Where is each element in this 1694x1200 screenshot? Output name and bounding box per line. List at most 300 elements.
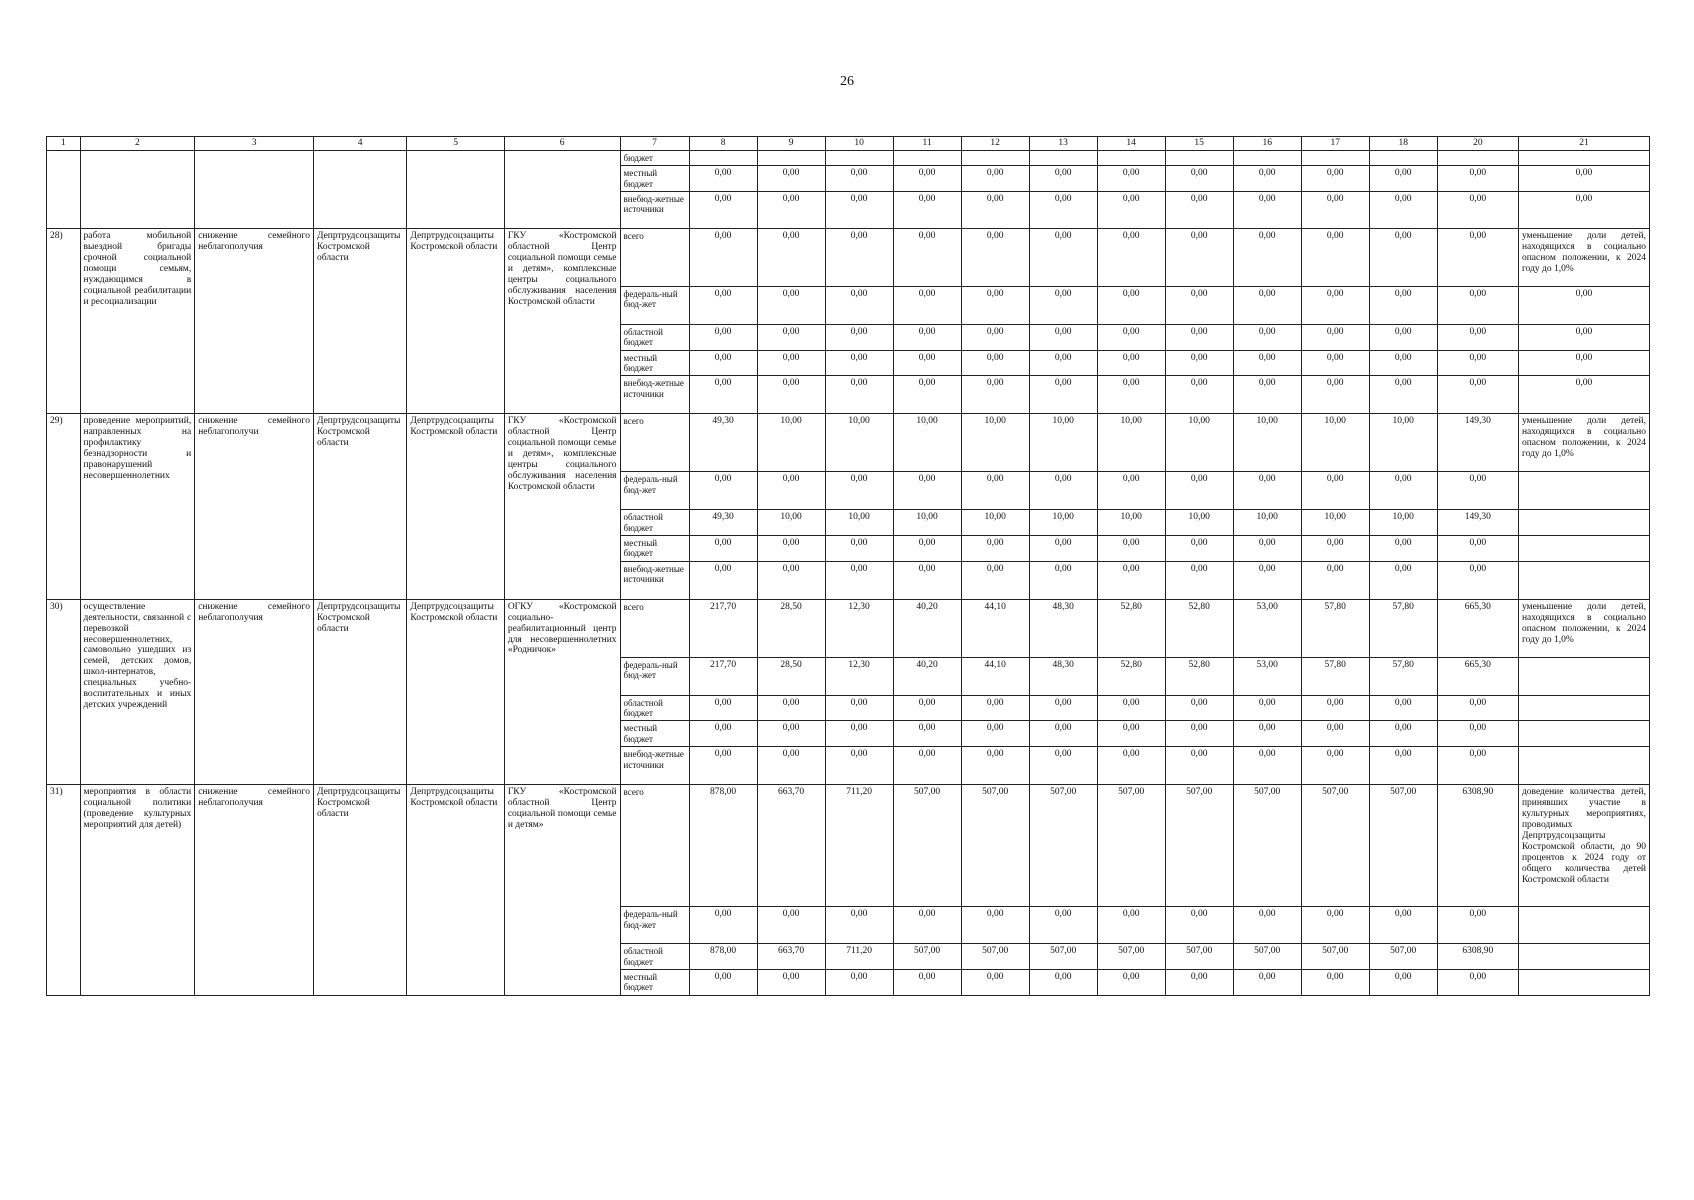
value-cell: 0,00	[1233, 561, 1301, 599]
header-row	[47, 137, 1650, 151]
value-cell: 507,00	[1301, 944, 1369, 970]
value-cell	[1097, 151, 1165, 166]
table-row	[47, 414, 1650, 472]
value-cell: 0,00	[757, 287, 825, 325]
value-cell: 0,00	[1369, 192, 1437, 229]
value-cell: 0,00	[757, 350, 825, 376]
value-cell: 0,00	[1029, 325, 1097, 351]
value-cell	[1518, 536, 1649, 562]
value-cell: 0,00	[1369, 561, 1437, 599]
value-cell: 0,00	[1437, 325, 1518, 351]
value-cell: 0,00	[1097, 969, 1165, 995]
value-cell: 0,00	[961, 907, 1029, 944]
value-cell: 507,00	[1165, 785, 1233, 907]
header-cell: 14	[1097, 137, 1165, 151]
value-cell: 10,00	[893, 414, 961, 472]
value-cell: 0,00	[1369, 287, 1437, 325]
value-cell: 0,00	[1097, 350, 1165, 376]
value-cell: 507,00	[1097, 944, 1165, 970]
value-cell: 0,00	[1165, 350, 1233, 376]
value-cell: 0,00	[1437, 166, 1518, 192]
value-cell	[1518, 657, 1649, 695]
value-cell: 507,00	[1233, 785, 1301, 907]
value-cell	[1518, 907, 1649, 944]
value-cell: 0,00	[1029, 192, 1097, 229]
value-cell: 0,00	[825, 287, 893, 325]
source-cell: всего	[620, 599, 689, 657]
value-cell	[1518, 721, 1649, 747]
value-cell: 0,00	[1165, 561, 1233, 599]
value-cell: 52,80	[1165, 599, 1233, 657]
value-cell	[757, 151, 825, 166]
value-cell: 0,00	[1233, 166, 1301, 192]
value-cell: 0,00	[1301, 287, 1369, 325]
executor-cell: ГКУ «Костромской областной Центр социальной помощи семье и детям»	[504, 785, 620, 995]
activity-name: работа мобильной выездной бригады срочной социальной помощи семьям, нуждающимся в социальной реабилитации и ресоциализации	[80, 229, 195, 414]
header-cell: 20	[1437, 137, 1518, 151]
value-cell: 0,00	[1518, 325, 1649, 351]
result-cell: уменьшение доли детей, находящихся в социально опасном положении, к 2024 году до 1,0%	[1518, 414, 1649, 472]
value-cell: 0,00	[1518, 287, 1649, 325]
goal-cell: снижение семейного неблагополучи	[195, 414, 314, 599]
value-cell: 44,10	[961, 657, 1029, 695]
value-cell: 10,00	[825, 414, 893, 472]
value-cell	[1233, 151, 1301, 166]
value-cell: 711,20	[825, 944, 893, 970]
value-cell: 663,70	[757, 785, 825, 907]
result-cell: уменьшение доли детей, находящихся в социально опасном положении, к 2024 году до 1,0%	[1518, 229, 1649, 287]
value-cell: 10,00	[1029, 414, 1097, 472]
value-cell: 0,00	[1029, 472, 1097, 510]
value-cell: 0,00	[1301, 561, 1369, 599]
value-cell: 0,00	[1233, 695, 1301, 721]
value-cell: 10,00	[893, 510, 961, 536]
program-table	[46, 136, 1650, 996]
source-cell: областной бюджет	[620, 325, 689, 351]
value-cell: 0,00	[689, 192, 757, 229]
value-cell: 0,00	[1233, 747, 1301, 785]
value-cell: 0,00	[689, 747, 757, 785]
value-cell	[1518, 747, 1649, 785]
value-cell: 878,00	[689, 944, 757, 970]
table-row	[47, 229, 1650, 287]
value-cell: 0,00	[1301, 747, 1369, 785]
empty-cell	[195, 151, 314, 229]
value-cell: 57,80	[1301, 657, 1369, 695]
value-cell: 0,00	[1301, 325, 1369, 351]
value-cell: 52,80	[1097, 657, 1165, 695]
value-cell: 0,00	[757, 229, 825, 287]
value-cell: 10,00	[1301, 510, 1369, 536]
header-cell: 17	[1301, 137, 1369, 151]
value-cell: 507,00	[961, 785, 1029, 907]
value-cell: 0,00	[1233, 229, 1301, 287]
result-cell: уменьшение доли детей, находящихся в социально опасном положении, к 2024 году до 1,0%	[1518, 599, 1649, 657]
executor-cell: ОГКУ «Костромской социально-реабилитационный центр для несовершеннолетних «Родничок»	[504, 599, 620, 784]
value-cell: 217,70	[689, 599, 757, 657]
value-cell: 0,00	[1097, 747, 1165, 785]
source-cell: местный бюджет	[620, 166, 689, 192]
value-cell: 0,00	[1097, 166, 1165, 192]
value-cell: 0,00	[1369, 229, 1437, 287]
source-cell: областной бюджет	[620, 695, 689, 721]
value-cell: 12,30	[825, 599, 893, 657]
value-cell: 53,00	[1233, 599, 1301, 657]
value-cell: 0,00	[1301, 350, 1369, 376]
value-cell: 0,00	[961, 561, 1029, 599]
executor-cell: ГКУ «Костромской областной Центр социальной помощи семье и детям», комплексные центры социального обслуживания населения Костромской области	[504, 229, 620, 414]
source-cell: внебюд-жетные источники	[620, 376, 689, 414]
value-cell: 0,00	[757, 969, 825, 995]
value-cell: 0,00	[1233, 350, 1301, 376]
value-cell: 0,00	[757, 907, 825, 944]
value-cell: 0,00	[1369, 166, 1437, 192]
source-cell: местный бюджет	[620, 721, 689, 747]
value-cell: 0,00	[893, 166, 961, 192]
value-cell: 0,00	[1233, 721, 1301, 747]
source-cell: федераль-ный бюд-жет	[620, 657, 689, 695]
value-cell: 0,00	[893, 969, 961, 995]
value-cell: 0,00	[893, 376, 961, 414]
value-cell: 0,00	[1097, 695, 1165, 721]
value-cell: 0,00	[893, 561, 961, 599]
value-cell: 0,00	[893, 287, 961, 325]
value-cell: 10,00	[1097, 414, 1165, 472]
value-cell: 10,00	[1369, 510, 1437, 536]
value-cell: 0,00	[1437, 536, 1518, 562]
header-cell: 10	[825, 137, 893, 151]
value-cell: 0,00	[1369, 325, 1437, 351]
value-cell: 0,00	[825, 350, 893, 376]
value-cell: 0,00	[1233, 376, 1301, 414]
value-cell: 0,00	[757, 536, 825, 562]
value-cell: 0,00	[1518, 376, 1649, 414]
value-cell: 149,30	[1437, 414, 1518, 472]
header-cell: 15	[1165, 137, 1233, 151]
value-cell: 507,00	[893, 944, 961, 970]
value-cell: 0,00	[1029, 376, 1097, 414]
value-cell: 10,00	[1029, 510, 1097, 536]
header-cell: 12	[961, 137, 1029, 151]
value-cell: 0,00	[1301, 536, 1369, 562]
header-cell: 4	[313, 137, 406, 151]
value-cell: 0,00	[1233, 969, 1301, 995]
value-cell: 0,00	[1029, 969, 1097, 995]
value-cell: 10,00	[825, 510, 893, 536]
value-cell: 10,00	[757, 414, 825, 472]
value-cell: 0,00	[1301, 472, 1369, 510]
value-cell: 0,00	[1437, 907, 1518, 944]
value-cell: 0,00	[1369, 350, 1437, 376]
goal-cell: снижение семейного неблагополучия	[195, 229, 314, 414]
value-cell: 10,00	[1233, 510, 1301, 536]
value-cell: 0,00	[1029, 747, 1097, 785]
administrator-cell: Депртрудсоцзащиты Костромской области	[407, 414, 504, 599]
value-cell: 52,80	[1165, 657, 1233, 695]
source-cell: местный бюджет	[620, 350, 689, 376]
value-cell: 0,00	[1437, 561, 1518, 599]
value-cell: 0,00	[757, 472, 825, 510]
value-cell: 0,00	[1369, 472, 1437, 510]
header-cell: 3	[195, 137, 314, 151]
value-cell: 0,00	[825, 472, 893, 510]
record-number: 29)	[47, 414, 81, 599]
value-cell: 10,00	[757, 510, 825, 536]
coordinator-cell: Депртрудсоцзащиты Костромской области	[313, 785, 406, 995]
value-cell: 0,00	[825, 747, 893, 785]
value-cell: 0,00	[689, 721, 757, 747]
value-cell: 0,00	[689, 561, 757, 599]
value-cell: 0,00	[961, 472, 1029, 510]
source-cell: бюджет	[620, 151, 689, 166]
record-number: 31)	[47, 785, 81, 995]
value-cell: 57,80	[1369, 657, 1437, 695]
value-cell	[1518, 472, 1649, 510]
value-cell: 0,00	[1518, 192, 1649, 229]
value-cell: 0,00	[1165, 695, 1233, 721]
value-cell: 0,00	[961, 695, 1029, 721]
activity-name: мероприятия в области социальной политики (проведение культурных мероприятий для детей)	[80, 785, 195, 995]
value-cell: 10,00	[1097, 510, 1165, 536]
value-cell: 0,00	[825, 325, 893, 351]
value-cell: 0,00	[1233, 536, 1301, 562]
value-cell: 0,00	[825, 166, 893, 192]
value-cell: 0,00	[1369, 721, 1437, 747]
value-cell: 0,00	[757, 166, 825, 192]
record-number: 28)	[47, 229, 81, 414]
source-cell: местный бюджет	[620, 536, 689, 562]
value-cell: 0,00	[1097, 229, 1165, 287]
value-cell: 0,00	[1369, 695, 1437, 721]
value-cell: 0,00	[1233, 325, 1301, 351]
value-cell: 0,00	[1029, 229, 1097, 287]
value-cell: 0,00	[1165, 472, 1233, 510]
value-cell: 48,30	[1029, 599, 1097, 657]
value-cell: 10,00	[1165, 414, 1233, 472]
value-cell: 57,80	[1369, 599, 1437, 657]
value-cell: 0,00	[825, 376, 893, 414]
value-cell: 0,00	[757, 192, 825, 229]
value-cell	[1518, 151, 1649, 166]
value-cell: 0,00	[1437, 350, 1518, 376]
value-cell: 0,00	[893, 350, 961, 376]
value-cell	[1518, 561, 1649, 599]
value-cell: 0,00	[961, 350, 1029, 376]
value-cell: 0,00	[825, 969, 893, 995]
source-cell: внебюд-жетные источники	[620, 747, 689, 785]
value-cell: 0,00	[1097, 192, 1165, 229]
value-cell: 0,00	[893, 747, 961, 785]
value-cell: 0,00	[1165, 192, 1233, 229]
value-cell: 0,00	[825, 695, 893, 721]
empty-cell	[407, 151, 504, 229]
header-cell: 2	[80, 137, 195, 151]
value-cell: 665,30	[1437, 657, 1518, 695]
value-cell: 0,00	[1369, 376, 1437, 414]
value-cell: 0,00	[1233, 907, 1301, 944]
value-cell: 0,00	[1301, 192, 1369, 229]
value-cell: 49,30	[689, 510, 757, 536]
empty-cell	[80, 151, 195, 229]
source-cell: местный бюджет	[620, 969, 689, 995]
value-cell: 507,00	[1097, 785, 1165, 907]
table-row	[47, 151, 1650, 166]
value-cell: 12,30	[825, 657, 893, 695]
value-cell: 28,50	[757, 657, 825, 695]
header-cell: 1	[47, 137, 81, 151]
value-cell	[1518, 695, 1649, 721]
value-cell: 0,00	[825, 192, 893, 229]
page-number: 26	[840, 74, 854, 89]
value-cell: 0,00	[1097, 287, 1165, 325]
value-cell: 0,00	[1437, 695, 1518, 721]
header-cell: 8	[689, 137, 757, 151]
value-cell: 0,00	[1165, 536, 1233, 562]
value-cell: 0,00	[757, 721, 825, 747]
value-cell: 0,00	[757, 561, 825, 599]
value-cell: 0,00	[1029, 350, 1097, 376]
value-cell: 0,00	[961, 747, 1029, 785]
header-cell: 18	[1369, 137, 1437, 151]
value-cell	[1029, 151, 1097, 166]
source-cell: внебюд-жетные источники	[620, 192, 689, 229]
value-cell: 10,00	[961, 414, 1029, 472]
value-cell: 0,00	[1029, 166, 1097, 192]
value-cell: 0,00	[757, 325, 825, 351]
value-cell: 6308,90	[1437, 944, 1518, 970]
empty-cell	[313, 151, 406, 229]
header-cell: 9	[757, 137, 825, 151]
value-cell: 711,20	[825, 785, 893, 907]
value-cell: 10,00	[1301, 414, 1369, 472]
source-cell: всего	[620, 229, 689, 287]
value-cell: 0,00	[689, 472, 757, 510]
value-cell: 52,80	[1097, 599, 1165, 657]
value-cell: 0,00	[1097, 907, 1165, 944]
value-cell: 0,00	[1301, 907, 1369, 944]
header-cell: 21	[1518, 137, 1649, 151]
value-cell: 0,00	[689, 350, 757, 376]
value-cell: 507,00	[1029, 785, 1097, 907]
source-cell: всего	[620, 414, 689, 472]
value-cell: 0,00	[1029, 721, 1097, 747]
value-cell: 0,00	[1301, 721, 1369, 747]
value-cell: 0,00	[1097, 561, 1165, 599]
value-cell: 0,00	[961, 192, 1029, 229]
value-cell: 0,00	[893, 229, 961, 287]
value-cell: 0,00	[893, 325, 961, 351]
value-cell: 0,00	[1301, 969, 1369, 995]
value-cell: 0,00	[1165, 747, 1233, 785]
administrator-cell: Депртрудсоцзащиты Костромской области	[407, 785, 504, 995]
value-cell: 0,00	[1165, 287, 1233, 325]
value-cell: 0,00	[825, 721, 893, 747]
result-cell: доведение количества детей, принявших участие в культурных мероприятиях, проводимых Депртрудсоцзащиты Костромской области, до 90 процентов к 2024 году от общего количества детей Костромской области	[1518, 785, 1649, 907]
value-cell	[1369, 151, 1437, 166]
value-cell: 0,00	[1437, 287, 1518, 325]
activity-name: проведение мероприятий, направленных на профилактику безнадзорности и правонарушений несовершеннолетних	[80, 414, 195, 599]
value-cell: 6308,90	[1437, 785, 1518, 907]
value-cell: 0,00	[1097, 472, 1165, 510]
value-cell: 28,50	[757, 599, 825, 657]
value-cell: 0,00	[1233, 472, 1301, 510]
value-cell: 0,00	[961, 166, 1029, 192]
value-cell: 0,00	[893, 472, 961, 510]
value-cell: 0,00	[1437, 721, 1518, 747]
value-cell: 0,00	[893, 536, 961, 562]
header-cell: 11	[893, 137, 961, 151]
value-cell	[1165, 151, 1233, 166]
value-cell: 0,00	[1165, 376, 1233, 414]
value-cell: 0,00	[1029, 695, 1097, 721]
value-cell: 0,00	[1097, 376, 1165, 414]
value-cell: 507,00	[1369, 785, 1437, 907]
value-cell: 0,00	[1369, 907, 1437, 944]
value-cell: 57,80	[1301, 599, 1369, 657]
value-cell: 0,00	[689, 287, 757, 325]
value-cell	[1518, 510, 1649, 536]
table-row	[47, 785, 1650, 907]
value-cell: 0,00	[1437, 229, 1518, 287]
value-cell: 878,00	[689, 785, 757, 907]
value-cell: 0,00	[1437, 747, 1518, 785]
value-cell: 0,00	[1369, 536, 1437, 562]
value-cell: 0,00	[961, 287, 1029, 325]
value-cell: 0,00	[961, 325, 1029, 351]
value-cell: 10,00	[1165, 510, 1233, 536]
value-cell: 0,00	[961, 721, 1029, 747]
coordinator-cell: Депртрудсоцзащиты Костромской области	[313, 229, 406, 414]
value-cell: 49,30	[689, 414, 757, 472]
value-cell	[825, 151, 893, 166]
value-cell: 0,00	[1369, 969, 1437, 995]
header-cell: 16	[1233, 137, 1301, 151]
value-cell: 0,00	[1233, 287, 1301, 325]
value-cell: 48,30	[1029, 657, 1097, 695]
coordinator-cell: Депртрудсоцзащиты Костромской области	[313, 414, 406, 599]
value-cell: 0,00	[689, 536, 757, 562]
value-cell: 0,00	[1301, 166, 1369, 192]
value-cell: 0,00	[961, 376, 1029, 414]
record-number: 30)	[47, 599, 81, 784]
value-cell: 663,70	[757, 944, 825, 970]
empty-cell	[47, 151, 81, 229]
value-cell: 0,00	[893, 721, 961, 747]
value-cell: 0,00	[1437, 376, 1518, 414]
value-cell	[1518, 969, 1649, 995]
value-cell: 0,00	[893, 695, 961, 721]
table-row	[47, 599, 1650, 657]
source-cell: федераль-ный бюд-жет	[620, 287, 689, 325]
value-cell: 0,00	[1165, 969, 1233, 995]
value-cell: 0,00	[1097, 325, 1165, 351]
value-cell: 10,00	[961, 510, 1029, 536]
activity-name: осуществление деятельности, связанной с перевозкой несовершеннолетних, самовольно ушедших из семей, детских домов, школ-интернатов, специальных учебно-воспитательных и иных детских учреждений	[80, 599, 195, 784]
value-cell: 0,00	[1097, 721, 1165, 747]
value-cell: 0,00	[825, 561, 893, 599]
value-cell: 0,00	[1165, 907, 1233, 944]
value-cell	[689, 151, 757, 166]
value-cell: 0,00	[1518, 166, 1649, 192]
value-cell	[1518, 944, 1649, 970]
header-cell: 7	[620, 137, 689, 151]
value-cell: 0,00	[1097, 536, 1165, 562]
value-cell: 0,00	[1518, 350, 1649, 376]
value-cell: 0,00	[961, 969, 1029, 995]
value-cell: 40,20	[893, 599, 961, 657]
value-cell: 0,00	[757, 747, 825, 785]
value-cell: 0,00	[825, 229, 893, 287]
